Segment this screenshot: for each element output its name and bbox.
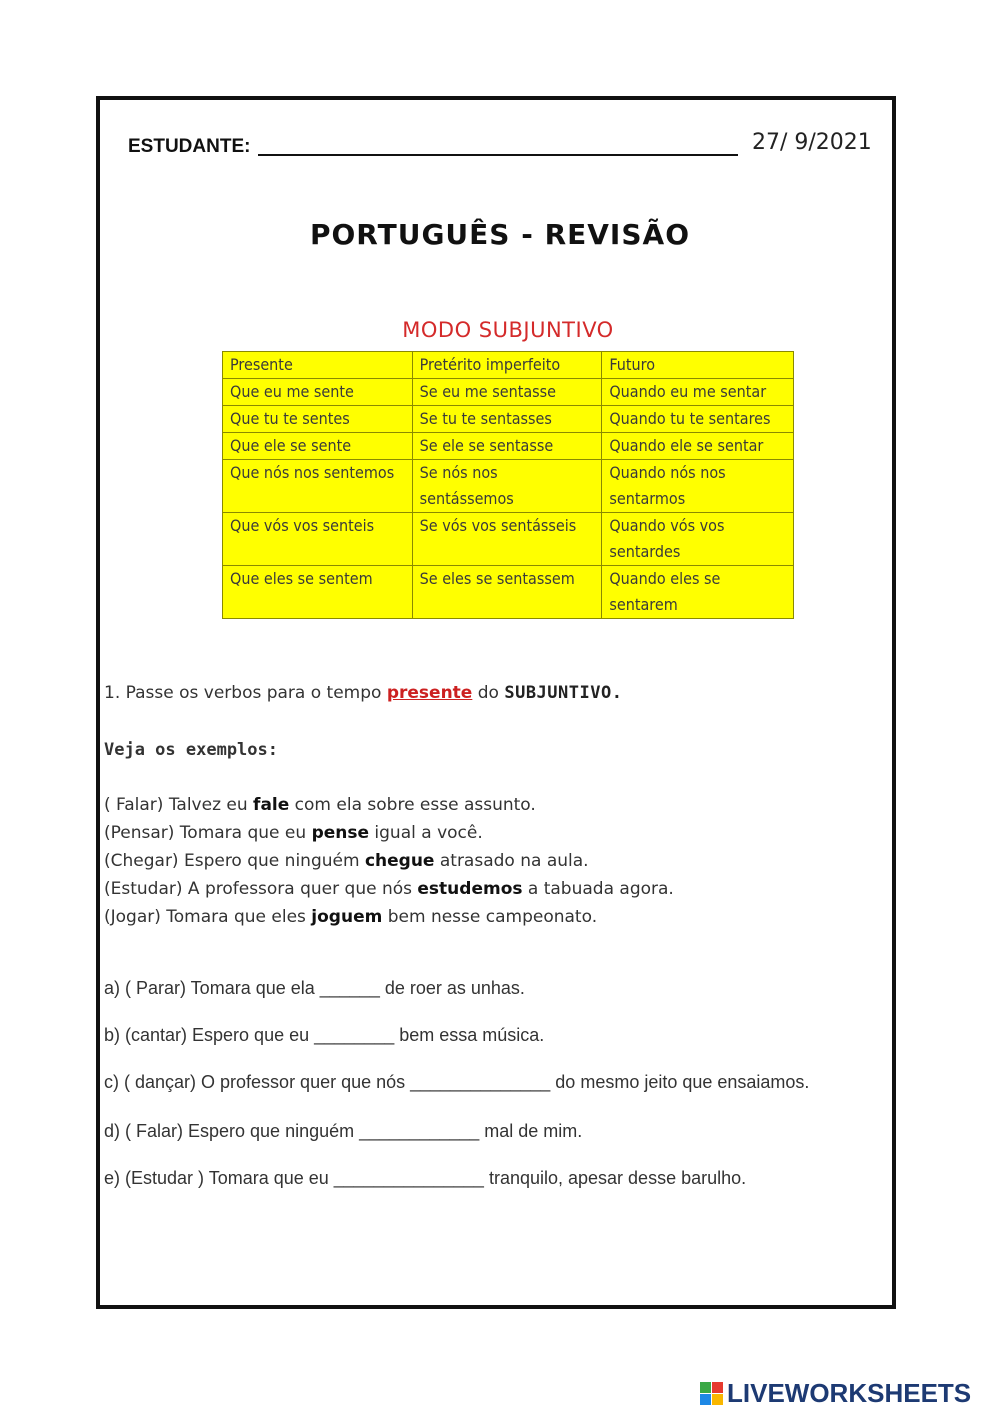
example-text: (Estudar) A professora quer que nós xyxy=(104,879,418,899)
table-title: MODO SUBJUNTIVO xyxy=(402,318,614,342)
exercise-text: b) (cantar) Espero que eu xyxy=(104,1025,315,1045)
exercise-text: e) (Estudar ) Tomara que eu xyxy=(104,1168,334,1188)
answer-blank-a[interactable]: ______ xyxy=(319,978,380,998)
answer-blank-d[interactable]: ____________ xyxy=(359,1121,480,1141)
answer-blank-c[interactable]: ______________ xyxy=(410,1072,551,1092)
table-cell: Quando eu me sentar xyxy=(602,379,794,406)
exercise-text: bem essa música. xyxy=(394,1025,545,1045)
table-cell: Se tu te sentasses xyxy=(412,406,602,433)
table-cell: Se nós nos sentássemos xyxy=(412,460,602,513)
exercise-text: mal de mim. xyxy=(479,1121,583,1141)
example-text: (Pensar) Tomara que eu xyxy=(104,823,312,843)
table-cell: Que nós nos sentemos xyxy=(223,460,413,513)
example-verb: fale xyxy=(253,795,290,815)
table-cell: Quando nós nos sentarmos xyxy=(602,460,794,513)
logo-square xyxy=(700,1394,711,1405)
exercise-b xyxy=(104,1025,544,1046)
table-cell: Que eles se sentem xyxy=(223,566,413,619)
exercise-d xyxy=(104,1121,582,1142)
exercise-text: de roer as unhas. xyxy=(379,978,525,998)
instruction-middle: do xyxy=(472,683,505,703)
examples-list xyxy=(104,791,674,931)
example-line xyxy=(104,875,674,903)
example-text: a tabuada agora. xyxy=(522,879,674,899)
table-cell: Se ele se sentasse xyxy=(412,433,602,460)
exercise-c xyxy=(104,1072,809,1093)
example-verb: estudemos xyxy=(417,879,523,899)
exercise-text: tranquilo, apesar desse barulho. xyxy=(483,1168,747,1188)
example-verb: joguem xyxy=(311,907,383,927)
table-cell: Se eu me sentasse xyxy=(412,379,602,406)
table-cell: Se eles se sentassem xyxy=(412,566,602,619)
exercise-a xyxy=(104,978,525,999)
table-row xyxy=(223,513,794,566)
conjugation-table xyxy=(222,351,794,619)
table-cell: Quando ele se sentar xyxy=(602,433,794,460)
table-cell: Quando tu te sentares xyxy=(602,406,794,433)
example-line xyxy=(104,791,674,819)
exercise-text: c) ( dançar) O professor quer que nós xyxy=(104,1072,411,1092)
brand-name: LIVEWORKSHEETS xyxy=(727,1377,972,1408)
exercise-text: a) ( Parar) Tomara que ela xyxy=(104,978,320,998)
table-cell: Que eu me sente xyxy=(223,379,413,406)
date: 27/ 9/2021 xyxy=(752,130,872,155)
table-row xyxy=(223,566,794,619)
instruction-prefix: 1. Passe os verbos para o tempo xyxy=(104,683,387,703)
example-text: bem nesse campeonato. xyxy=(382,907,598,927)
table-cell: Que tu te sentes xyxy=(223,406,413,433)
header-cell: Presente xyxy=(223,352,413,379)
example-verb: chegue xyxy=(364,851,435,871)
example-line xyxy=(104,819,674,847)
answer-blank-e[interactable]: _______________ xyxy=(333,1168,484,1188)
example-verb: pense xyxy=(311,823,370,843)
logo-square xyxy=(712,1394,723,1405)
instruction-mode: SUBJUNTIVO. xyxy=(504,683,623,703)
example-text: (Jogar) Tomara que eles xyxy=(104,907,312,927)
header-cell: Futuro xyxy=(602,352,794,379)
table-cell: Que ele se sente xyxy=(223,433,413,460)
example-line xyxy=(104,903,674,931)
example-text: igual a você. xyxy=(369,823,483,843)
table-row xyxy=(223,406,794,433)
table-cell: Se vós vos sentásseis xyxy=(412,513,602,566)
example-line xyxy=(104,847,674,875)
liveworksheets-brand[interactable] xyxy=(700,1378,971,1408)
table-header-row xyxy=(223,352,794,379)
table-cell: Que vós vos senteis xyxy=(223,513,413,566)
page-title: PORTUGUÊS - REVISÃO xyxy=(309,218,690,251)
examples-heading: Veja os exemplos: xyxy=(104,740,278,760)
exercise-text: d) ( Falar) Espero que ninguém xyxy=(104,1121,360,1141)
student-name-line[interactable] xyxy=(258,154,738,156)
liveworksheets-logo-icon xyxy=(700,1382,723,1405)
example-text: atrasado na aula. xyxy=(434,851,589,871)
highlight-presente: presente xyxy=(386,683,473,703)
logo-square xyxy=(700,1382,711,1393)
example-text: (Chegar) Espero que ninguém xyxy=(104,851,365,871)
example-text: ( Falar) Talvez eu xyxy=(104,795,254,815)
header-cell: Pretérito imperfeito xyxy=(412,352,602,379)
student-label: ESTUDANTE: xyxy=(128,136,251,157)
table-row xyxy=(223,379,794,406)
table-cell: Quando eles se sentarem xyxy=(602,566,794,619)
question-1-instruction xyxy=(104,683,622,703)
exercise-e xyxy=(104,1168,746,1189)
table-cell: Quando vós vos sentardes xyxy=(602,513,794,566)
logo-square xyxy=(712,1382,723,1393)
table-row xyxy=(223,460,794,513)
example-text: com ela sobre esse assunto. xyxy=(289,795,536,815)
table-row xyxy=(223,433,794,460)
exercise-text: do mesmo jeito que ensaiamos. xyxy=(550,1072,810,1092)
answer-blank-b[interactable]: ________ xyxy=(314,1025,395,1045)
